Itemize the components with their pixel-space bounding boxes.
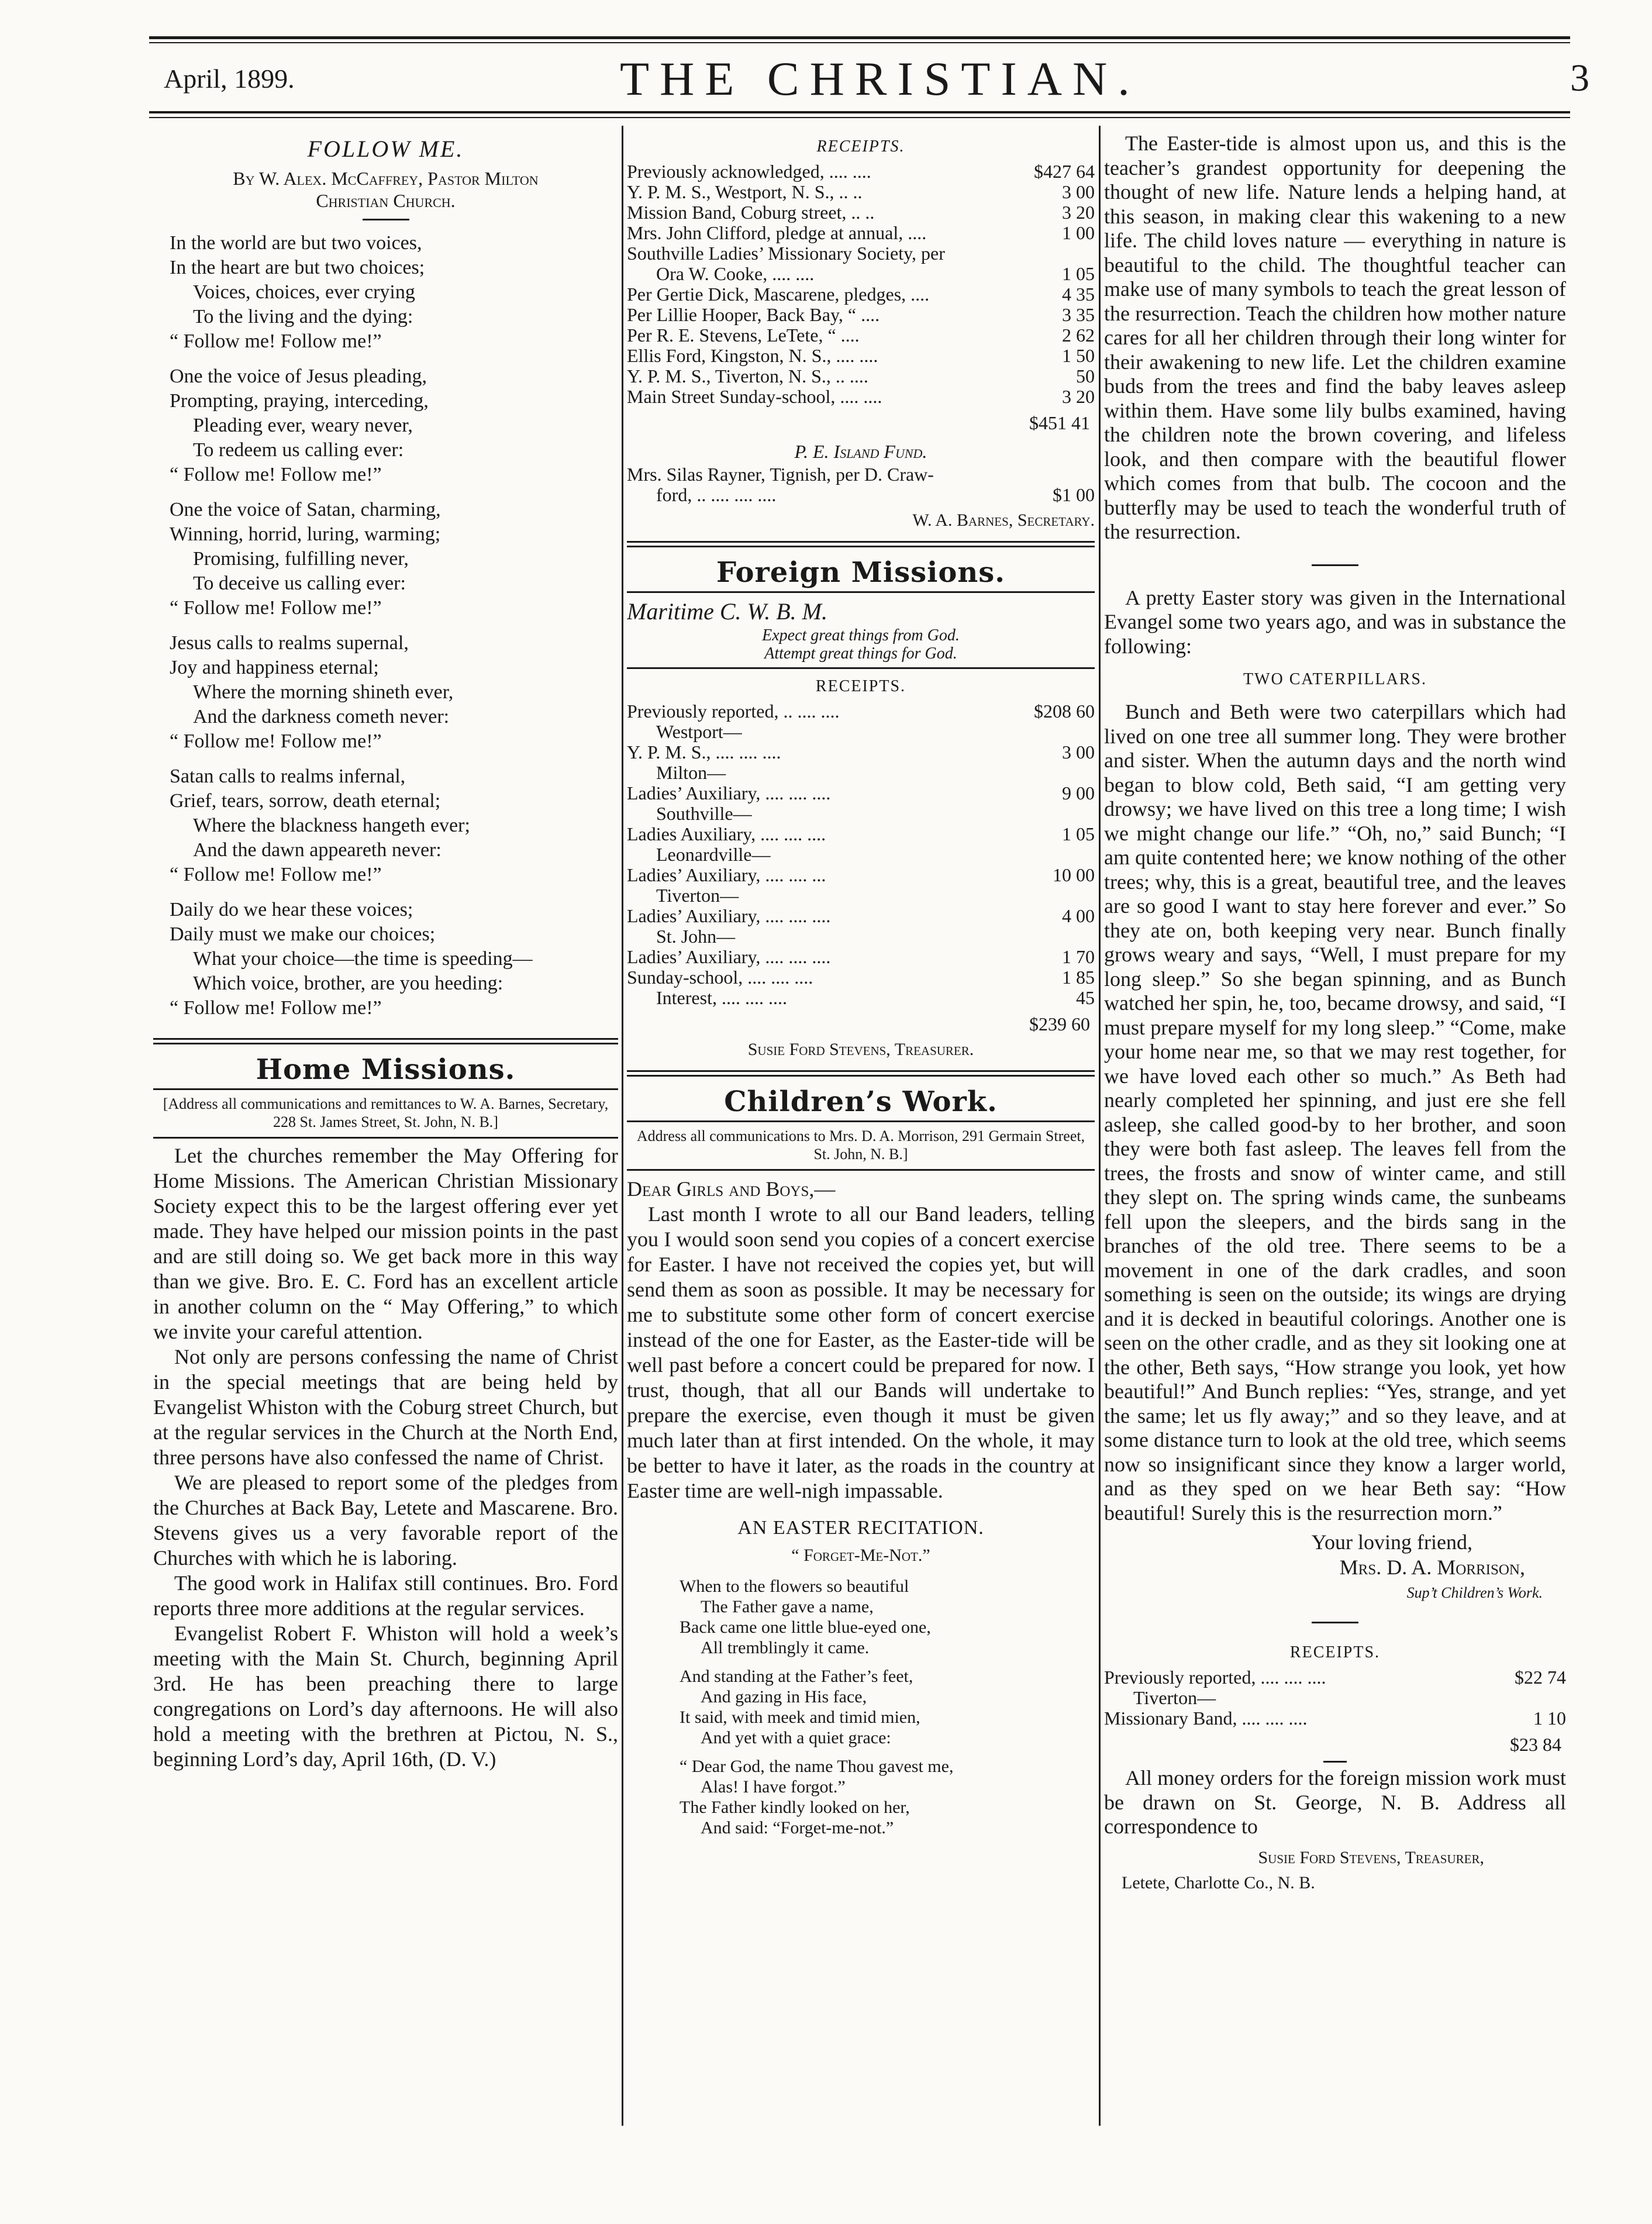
receipt-label: Per R. E. Stevens, LeTete, “ ....: [627, 325, 860, 346]
foreign-signature: Susie Ford Stevens, Treasurer.: [747, 1040, 974, 1059]
poem-stanza: [170, 231, 618, 354]
verse-line: And standing at the Father’s feet,: [680, 1667, 913, 1686]
divider: [1312, 1622, 1358, 1623]
receipt-label: Main Street Sunday-school, .... ....: [627, 387, 882, 407]
pei-line: Mrs. Silas Rayner, Tignish, per D. Craw-: [627, 464, 934, 485]
body-paragraph: The good work in Halifax still continues. Bro. Ford reports three more additions at the regular services.: [153, 1571, 618, 1620]
verse-line: It said, with meek and timid mien,: [680, 1708, 920, 1727]
receipt-amount: [1025, 722, 1095, 742]
pei-signature: W. A. Barnes, Secretary.: [912, 511, 1095, 530]
easter-paragraph: The Easter-tide is almost upon us, and this is the teacher’s grandest opportunity for deepening the thought of new life. Nature lends a helping hand, at this season, in making clear this wakening to a new life. The child loves nature — everything in nature is beautiful to the child. The thoughtful teacher can make use of many symbols to teach the great lesson of the resurrection. Teach the children how mother nature cares for all her children through their long winter for their awakening to new life. Let the children examine buds from the trees and find the baby leaves asleep within them. Have some lily bulbs examined, having the children note the brown covering, and lifeless look, and then compare with the beautiful flower which comes from that bulb. The cocoon and the butterfly may be used to teach the wonderful truth of the resurrection.: [1104, 132, 1566, 543]
receipt-label: Tiverton—: [656, 885, 739, 906]
final-address: Letete, Charlotte Co., N. B.: [1122, 1873, 1315, 1892]
receipts-total: $451 41: [1029, 412, 1090, 433]
poem-line: Voices, choices, ever crying: [193, 281, 415, 303]
divider: [627, 1169, 1095, 1171]
receipts-heading: RECEIPTS.: [1289, 1643, 1381, 1661]
receipt-row: [627, 223, 1095, 243]
receipt-label: Leonardville—: [656, 844, 771, 865]
poem-line: In the world are but two voices,: [170, 232, 422, 254]
verse-line: The Father kindly looked on her,: [680, 1798, 910, 1817]
poem-stanza: [170, 631, 618, 754]
final-paragraph: All money orders for the foreign mission work must be drawn on St. George, N. B. Address all correspondence to: [1104, 1766, 1566, 1838]
receipt-row: [627, 865, 1095, 885]
receipt-row: [1104, 1708, 1566, 1729]
poem-stanzas: [153, 231, 618, 1020]
receipt-amount: 3 35: [1062, 304, 1095, 325]
foreign-subheading: Maritime C. W. B. M.: [627, 598, 827, 625]
body-paragraph: Evangelist Robert F. Whiston will hold a week’s meeting with the Main St. Church, beginning April 3rd. He has been preaching there to large congregations on Lord’s day afternoons. He will also hold a meeting with the brethren at Pictou, N. S., beginning Lord’s day, April 16th, (D. V.): [153, 1622, 618, 1771]
poem-line: Promising, fulfilling never,: [193, 548, 409, 570]
receipt-row: [627, 947, 1095, 967]
divider: [1312, 564, 1358, 566]
poem-line: Jesus calls to realms supernal,: [170, 632, 409, 654]
poem-line: One the voice of Satan, charming,: [170, 499, 441, 520]
receipt-amount: 3 00: [1062, 181, 1095, 202]
receipt-row: [1104, 1688, 1566, 1708]
column-divider-2: [1099, 126, 1101, 2126]
poem-line: Where the blackness hangeth ever;: [193, 815, 470, 836]
receipt-row: [627, 885, 1095, 906]
top-rule: [149, 36, 1570, 39]
verse-line: Back came one little blue-eyed one,: [680, 1618, 931, 1637]
poem-line: One the voice of Jesus pleading,: [170, 366, 427, 387]
poem-byline-2: Christian Church.: [316, 190, 456, 211]
receipt-label: Per Gertie Dick, Mascarene, pledges, ....: [627, 284, 930, 305]
poem-line: What your choice—the time is speeding—: [193, 948, 533, 970]
divider: [1323, 1761, 1347, 1763]
receipt-label: Previously acknowledged, .... ....: [627, 161, 871, 182]
receipt-row: [627, 202, 1095, 223]
receipt-label: Interest, .... .... ....: [656, 988, 787, 1008]
pei-heading: P. E. Island Fund.: [794, 441, 927, 462]
poem-line: And the dawn appeareth never:: [193, 839, 442, 861]
recitation-title: AN EASTER RECITATION.: [737, 1517, 984, 1539]
receipt-amount: 4 00: [1062, 905, 1095, 926]
receipt-row: [627, 926, 1095, 947]
receipt-label: Y. P. M. S., Westport, N. S., .. ..: [627, 182, 863, 202]
receipt-label: Ladies’ Auxiliary, .... .... ....: [627, 906, 831, 926]
receipt-label: Milton—: [656, 763, 726, 783]
poem-line: “ Follow me! Follow me!”: [170, 330, 382, 352]
receipt-row: [1104, 1667, 1566, 1688]
header-rule-thin: [149, 117, 1570, 118]
receipt-amount: 1 00: [1062, 222, 1095, 243]
poem-line: “ Follow me! Follow me!”: [170, 464, 382, 485]
header-date: April, 1899.: [164, 64, 295, 94]
column-2: [627, 132, 1095, 2167]
poem-line: Joy and happiness eternal;: [170, 657, 379, 678]
poem-line: To deceive us calling ever:: [193, 573, 406, 594]
verse-line: And yet with a quiet grace:: [701, 1728, 891, 1747]
poem-line: Winning, horrid, luring, warming;: [170, 523, 441, 545]
poem-line: Grief, tears, sorrow, death eternal;: [170, 790, 441, 812]
body-paragraph: We are pleased to report some of the pledges from the Churches at Back Bay, Letete and Mascarene. Bro. Stevens gives us a very favorable report of the Churches with which he is laboring.: [153, 1471, 618, 1570]
poem-line: Prompting, praying, interceding,: [170, 390, 429, 412]
poem-line: To redeem us calling ever:: [193, 439, 404, 461]
receipt-amount: 50: [1076, 366, 1095, 387]
receipt-label: St. John—: [656, 926, 736, 947]
verse-line: All tremblingly it came.: [701, 1638, 870, 1657]
receipt-label: Missionary Band, .... .... ....: [1104, 1708, 1308, 1729]
header-rule: [149, 111, 1570, 113]
childrens-notice: Address all communications to Mrs. D. A. Morrison, 291 Germain Street, St. John, N. B.]: [636, 1127, 1085, 1163]
verse-line: “ Dear God, the name Thou gavest me,: [680, 1757, 954, 1776]
poem-line: In the heart are but two choices;: [170, 257, 425, 278]
receipt-row: [627, 967, 1095, 988]
poem-line: Where the morning shineth ever,: [193, 681, 454, 703]
poem-byline: By W. Alex. McCaffrey, Pastor Milton: [233, 168, 539, 189]
receipt-row: [627, 722, 1095, 742]
recitation-verse: [680, 1666, 1095, 1748]
divider: [627, 667, 1095, 669]
verse-line: When to the flowers so beautiful: [680, 1577, 909, 1596]
divider: [627, 1120, 1095, 1122]
poem-line: Which voice, brother, are you heeding:: [193, 973, 503, 994]
receipts-heading: RECEIPTS.: [815, 677, 906, 695]
receipt-amount: 1 10: [1533, 1708, 1566, 1729]
poem-line: To the living and the dying:: [193, 306, 413, 327]
receipt-label: Ellis Ford, Kingston, N. S., .... ....: [627, 346, 878, 366]
motto-line: Expect great things from God.: [762, 626, 960, 644]
receipt-label: Southville Ladies’ Missionary Society, per: [627, 243, 945, 264]
home-receipts-list: [627, 161, 1095, 407]
receipt-label: Westport—: [656, 722, 742, 742]
childrens-work-heading: Children’s Work.: [724, 1085, 998, 1118]
foreign-receipts-list: [627, 701, 1095, 1008]
receipt-row: [627, 387, 1095, 407]
receipt-label: Ladies’ Auxiliary, .... .... ...: [627, 865, 826, 885]
receipt-amount: 3 00: [1062, 742, 1095, 763]
home-missions-body: [153, 1143, 618, 1772]
recitation-verse: [680, 1756, 1095, 1838]
receipt-row: [627, 742, 1095, 763]
receipt-amount: [1025, 804, 1095, 824]
pei-amount: $1 00: [1053, 484, 1095, 505]
section-divider: [627, 541, 1095, 547]
divider: [363, 219, 409, 220]
receipt-amount: 1 05: [1062, 263, 1095, 284]
receipt-row: [627, 284, 1095, 305]
receipt-label: Y. P. M. S., Tiverton, N. S., .. ....: [627, 366, 868, 387]
receipt-row: [627, 305, 1095, 325]
poem-stanza: [170, 498, 618, 620]
poem-stanza: [170, 764, 618, 887]
receipt-row: [627, 763, 1095, 783]
childrens-paragraph: Last month I wrote to all our Band leaders, telling you I would soon send you copies of a concert exercise for Easter. I have not received the copies yet, but will send them as soon as possible. It may be necessary for me to substitute some other form of concert exercise instead of the one for Easter, as the Easter-tide will be well past before a concert could be prepared for now. I trust, though, that all our Bands will undertake to prepare the exercise, even though it must be given much later than at first intended. On the whole, it may be better to have it later, as the roads in the country at Easter time are well-nigh impassable.: [627, 1202, 1095, 1502]
receipt-label: Southville—: [656, 804, 752, 824]
divider: [153, 1088, 618, 1090]
children-receipts-list: [1104, 1667, 1566, 1729]
verse-line: The Father gave a name,: [701, 1597, 874, 1616]
poem-line: “ Follow me! Follow me!”: [170, 997, 382, 1019]
final-signature: Susie Ford Stevens, Treasurer,: [1258, 1847, 1484, 1867]
receipt-amount: 2 62: [1062, 325, 1095, 346]
body-paragraph: Let the churches remember the May Offering for Home Missions. The American Christian Missionary Society expect this to be the largest offering ever yet made. They have helped our mission points in the past and are still doing so. We get back more in this way than we give. Bro. E. C. Ford has an excellent article in another column on the “ May Offering,” to which we invite your careful attention.: [153, 1144, 618, 1343]
poem-line: “ Follow me! Follow me!”: [170, 864, 382, 885]
home-missions-notice: [Address all communications and remittances to W. A. Barnes, Secretary, 228 St. James Street, St. John, N. B.]: [163, 1095, 609, 1130]
receipt-amount: 1 85: [1062, 967, 1095, 988]
story-title: TWO CATERPILLARS.: [1243, 670, 1427, 688]
pei-line: ford, .. .... .... ....: [656, 485, 777, 505]
receipt-row: [627, 325, 1095, 346]
closing-name: Mrs. D. A. Morrison,: [1339, 1556, 1525, 1579]
receipt-row: [627, 844, 1095, 865]
story-intro: A pretty Easter story was given in the International Evangel some two years ago, and was in substance the following:: [1104, 585, 1566, 658]
poem-line: Pleading ever, weary never,: [193, 415, 413, 436]
closing-title: Sup’t Children’s Work.: [1406, 1584, 1543, 1601]
recitation-subtitle: “ Forget-Me-Not.”: [791, 1546, 930, 1565]
foreign-total: $239 60: [1029, 1013, 1090, 1035]
poem-line: “ Follow me! Follow me!”: [170, 597, 382, 619]
receipt-amount: [1025, 243, 1095, 264]
poem-stanza: [170, 898, 618, 1020]
receipt-label: Ladies’ Auxiliary, .... .... ....: [627, 947, 831, 967]
receipt-amount: $208 60: [1034, 701, 1095, 722]
receipt-amount: 1 70: [1062, 946, 1095, 967]
receipt-row: [627, 824, 1095, 844]
header-page-number: 3: [1570, 57, 1589, 99]
story-text: Bunch and Beth were two caterpillars which had lived on one tree all summer long. They were brother and sister. When the autumn days and the north wind began to blow cold, Beth said, “I am getting very drowsy; we have lived on this tree a long time; I wish we might change our life.” “Oh, no,” said Bunch; “I am quite contented here; we know nothing of the other trees; why, this is a great, beautiful tree, and the leaves are so good I want to stay here forever and ever.” So they ate on, both keeping very near. Bunch finally grows weary and says, “Well, I must prepare for my long sleep.” So she began spinning, and as Bunch watched her spin, he, too, became drowsy, and said, “I must prepare myself for my long sleep.” “Come, make your home near me, so that we may rest together, for we have loved each other so much.” As Beth had nearly completed her spinning, and just ere she fell asleep, she called good-by to her brother, and soon they were both fast asleep. The leaves fell from the trees, the frosts and snow of winter came, and still they slept on. The spring winds came, the sunbeams fell upon the sleepers, and the birds sang in the branches of the old tree. There seems to be a movement in one of the dark cradles, and soon something is seen on the outside; its wings are drying and it is decked in beautiful colorings. Another one is seen on the other cradle, and as they sit looking one at the other, Beth says, “How strange you look, yet how beautiful!” And Bunch replies: “Yes, strange, and yet the same; let us fly away;” and so they leave, and at some distance turn to look at the old tree, which seems now so insignificant since they know a larger world, and as they sped on we hear Beth say: “How beautiful! Surely this is the resurrection morn.”: [1104, 700, 1566, 1525]
receipt-label: Previously reported, .. .... ....: [627, 701, 840, 722]
receipts-heading: RECEIPTS.: [816, 137, 905, 156]
foreign-missions-heading: Foreign Missions.: [716, 556, 1005, 589]
poem-line: Daily must we make our choices;: [170, 923, 436, 945]
receipt-amount: 4 35: [1062, 284, 1095, 305]
receipt-amount: [1025, 763, 1095, 783]
receipt-label: Per Lillie Hooper, Back Bay, “ ....: [627, 305, 880, 325]
receipt-label: Previously reported, .... .... ....: [1104, 1667, 1326, 1688]
header-title: THE CHRISTIAN.: [620, 52, 1140, 105]
receipt-label: Ladies Auxiliary, .... .... ....: [627, 824, 826, 844]
poem-title: FOLLOW ME.: [307, 136, 464, 162]
receipt-amount: 45: [1076, 987, 1095, 1008]
receipt-row: [627, 264, 1095, 284]
receipt-amount: 9 00: [1062, 782, 1095, 804]
receipt-amount: [1496, 1688, 1566, 1708]
closing: Your loving friend,: [1311, 1530, 1472, 1554]
salutation: Dear Girls and Boys,—: [627, 1177, 836, 1201]
receipt-row: [627, 783, 1095, 804]
verse-line: And said: “Forget-me-not.”: [701, 1818, 894, 1837]
receipt-row: [627, 906, 1095, 926]
receipt-row: [627, 243, 1095, 264]
receipt-label: Mrs. John Clifford, pledge at annual, ....: [627, 223, 927, 243]
receipt-label: Ladies’ Auxiliary, .... .... ....: [627, 783, 831, 804]
column-divider-1: [622, 126, 623, 2126]
poem-line: And the darkness cometh never:: [193, 706, 450, 727]
pei-receipt: [627, 485, 1095, 505]
verse-line: Alas! I have forgot.”: [701, 1777, 846, 1797]
body-paragraph: Not only are persons confessing the name of Christ in the special meetings that are being held by Evangelist Whiston with the Coburg street Church, but at the regular services in the Church at the North End, three persons have also confessed the name of Christ.: [153, 1345, 618, 1469]
receipt-amount: 10 00: [1053, 864, 1095, 885]
receipt-amount: [1025, 885, 1095, 906]
receipt-amount: 3 20: [1062, 386, 1095, 407]
recitation-verse: [680, 1576, 1095, 1658]
receipt-amount: $427 64: [1034, 161, 1095, 182]
receipt-amount: 3 20: [1062, 202, 1095, 223]
receipt-amount: 1 05: [1062, 823, 1095, 844]
motto-line: Attempt great things for God.: [764, 644, 957, 663]
pei-receipt: [627, 464, 1095, 485]
poem-stanza: [170, 364, 618, 487]
receipt-row: [627, 804, 1095, 824]
home-missions-heading: Home Missions.: [256, 1053, 516, 1086]
column-3: [1104, 132, 1566, 2167]
receipt-row: [627, 182, 1095, 202]
poem-line: Daily do we hear these voices;: [170, 899, 413, 920]
column-1: [153, 132, 618, 2167]
receipt-row: [627, 988, 1095, 1008]
receipt-label: Y. P. M. S., .... .... ....: [627, 742, 781, 763]
children-total: $23 84: [1510, 1734, 1561, 1755]
receipt-label: Mission Band, Coburg street, .. ..: [627, 202, 875, 223]
divider: [627, 591, 1095, 593]
poem-line: “ Follow me! Follow me!”: [170, 730, 382, 752]
receipt-amount: $22 74: [1515, 1667, 1566, 1688]
receipt-amount: [1025, 844, 1095, 865]
receipt-row: [627, 701, 1095, 722]
divider: [153, 1137, 618, 1139]
top-rule-thin: [149, 42, 1570, 43]
poem-line: Satan calls to realms infernal,: [170, 766, 406, 787]
section-divider: [627, 1070, 1095, 1077]
receipt-label: Ora W. Cooke, .... ....: [656, 264, 815, 284]
receipt-amount: [1025, 926, 1095, 947]
section-divider: [153, 1038, 618, 1044]
receipt-row: [627, 366, 1095, 387]
receipt-row: [627, 161, 1095, 182]
verse-line: And gazing in His face,: [701, 1687, 867, 1706]
receipt-amount: 1 50: [1062, 345, 1095, 366]
recitation-verses: [627, 1576, 1095, 1838]
receipt-row: [627, 346, 1095, 366]
receipt-label: Sunday-school, .... .... ....: [627, 967, 813, 988]
receipt-label: Tiverton—: [1133, 1688, 1216, 1708]
